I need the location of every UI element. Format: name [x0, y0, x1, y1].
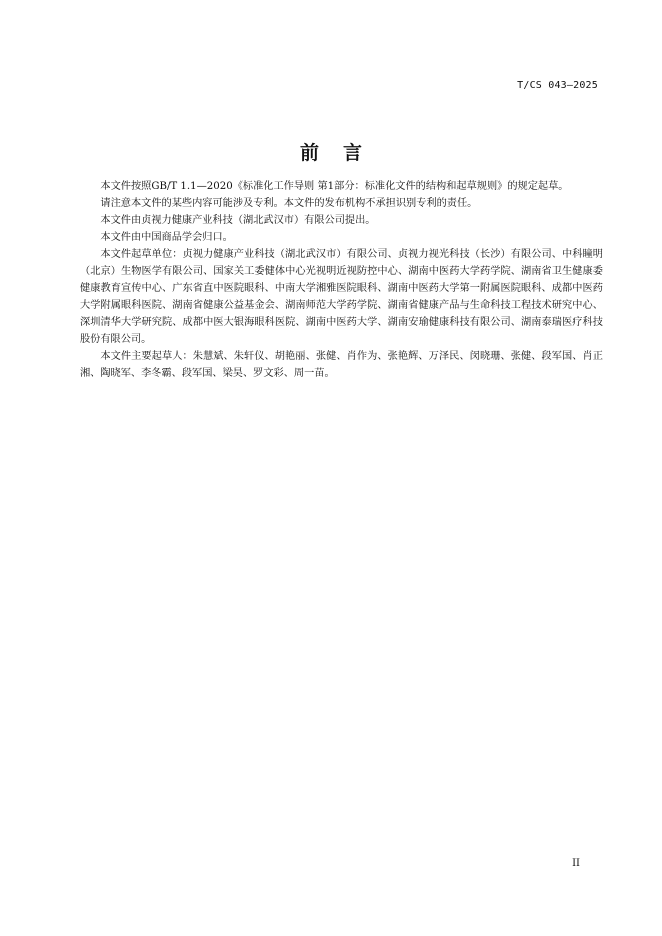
paragraph-administrator: 本文件由中国商品学会归口。 [100, 232, 233, 243]
paragraph-drafting-rules: 本文件按照GB/T 1.1—2020《标准化工作导则 第1部分：标准化文件的结构和起草规则》的规定起草。 [100, 181, 569, 192]
paragraph-patent-notice: 请注意本文件的某些内容可能涉及专利。本文件的发布机构不承担识别专利的责任。 [100, 198, 478, 209]
page-title: 前言 [299, 142, 386, 164]
paragraph-drafting-units: 本文件起草单位：贞视力健康产业科技（湖北武汉市）有限公司、贞视力视光科技（长沙）有限公司、中科瞳明（北京）生物医学有限公司、国家关工委健体中心光视明近视防控中心、湖南中医药大学药学院、湖南省卫生健康委健康教育宣传中心、广东省直中医院眼科、中南大学湘雅医院眼科、湖南中医药大学第一附属医院眼科、成都中医药大学附属眼科医院、湖南省健康公益基金会、湖南师范大学药学院、湖南省健康产品与生命科技工程技术研究中心、深圳清华大学研究院、成都中医大银海眼科医院、湖南中医药大学、湖南安瑜健康科技有限公司、湖南泰瑞医疗科技股份有限公司。 [80, 249, 603, 345]
page-number: II [572, 858, 580, 869]
paragraph-proposer: 本文件由贞视力健康产业科技（湖北武汉市）有限公司提出。 [100, 215, 376, 226]
paragraph-drafters: 本文件主要起草人：朱慧斌、朱轩仪、胡艳丽、张健、肖作为、张艳辉、万泽民、闵晓珊、张健、段军国、肖正湘、陶晓军、李冬霸、段军国、梁昊、罗文彩、周一苗。 [80, 351, 603, 379]
foreword-body [80, 178, 603, 382]
document-code: T/CS 043—2025 [517, 80, 598, 91]
